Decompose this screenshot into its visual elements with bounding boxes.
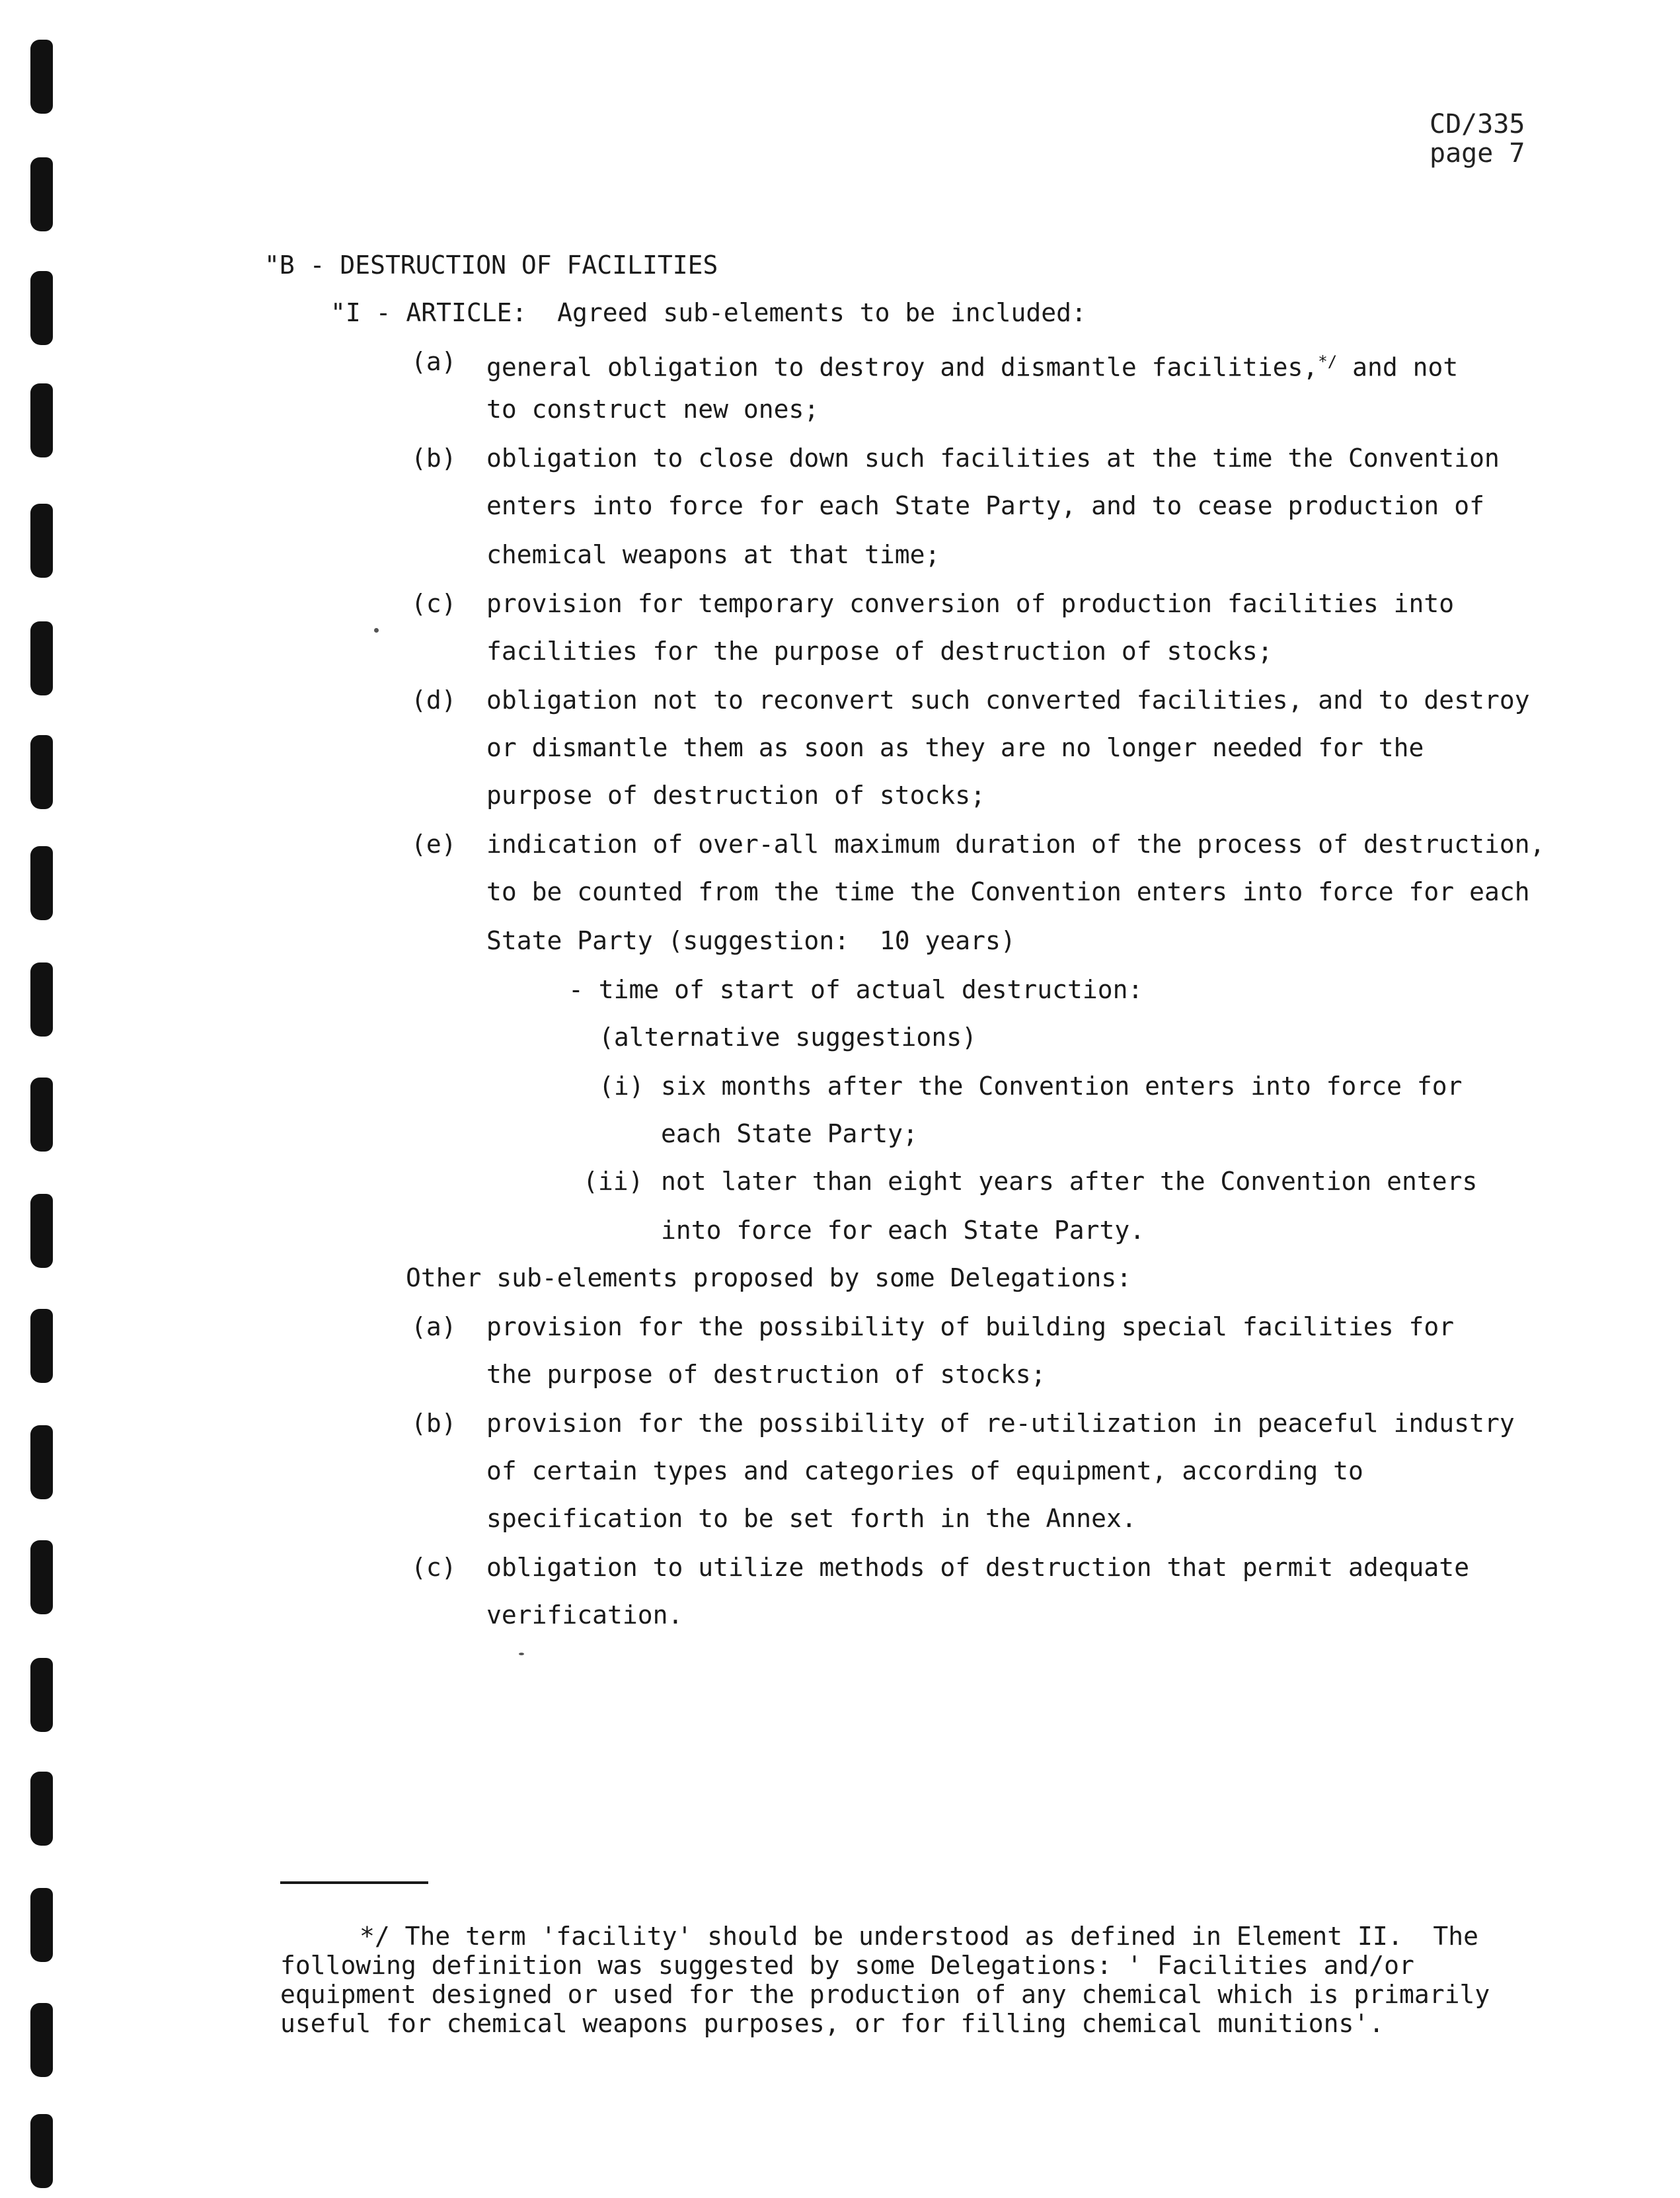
item-text: purpose of destruction of stocks; <box>486 781 985 810</box>
other-heading: Other sub-elements proposed by some Delegations: <box>406 1263 1132 1292</box>
binder-hole <box>30 40 53 114</box>
binder-hole <box>30 1425 53 1499</box>
item-text: to construct new ones; <box>486 395 820 424</box>
item-text: the purpose of destruction of stocks; <box>486 1360 1046 1389</box>
item-label: (b) <box>411 1409 457 1438</box>
item-label: (b) <box>411 444 457 473</box>
item-text: obligation to close down such facilities at the time the Convention <box>486 444 1500 473</box>
footnote-line: following definition was suggested by some Delegations: ' Facilities and/or <box>280 1951 1414 1980</box>
binder-hole <box>30 846 53 920</box>
item-text: facilities for the purpose of destruction of stocks; <box>486 637 1273 666</box>
alternative-text: six months after the Convention enters into force for <box>661 1072 1463 1101</box>
item-label: (a) <box>411 347 457 376</box>
binder-hole <box>30 735 53 809</box>
binder-hole <box>30 271 53 345</box>
item-text: State Party (suggestion: 10 years) <box>486 926 1016 955</box>
item-text: or dismantle them as soon as they are no longer needed for the <box>486 733 1424 762</box>
alternative-text: into force for each State Party. <box>661 1216 1145 1245</box>
item-label: (e) <box>411 830 457 859</box>
binder-hole <box>30 1658 53 1732</box>
item-text: obligation to utilize methods of destruction that permit adequate <box>486 1553 1470 1582</box>
item-label: (a) <box>411 1312 457 1341</box>
footnote-line: equipment designed or used for the production of any chemical which is primarily <box>280 1980 1490 2009</box>
footnote-reference: */ <box>1318 352 1338 371</box>
item-text-part: general obligation to destroy and dismantle facilities, <box>486 352 1318 382</box>
subheading: - time of start of actual destruction: <box>568 975 1143 1004</box>
item-label: (d) <box>411 686 457 715</box>
footnote-text: The term 'facility' should be understood as defined in Element II. The <box>389 1922 1478 1951</box>
binder-hole <box>30 1772 53 1846</box>
item-label: (c) <box>411 1553 457 1582</box>
document-reference: CD/335 <box>1430 109 1525 139</box>
item-text <box>486 346 1458 383</box>
item-text: provision for the possibility of re-utilization in peaceful industry <box>486 1409 1515 1438</box>
binder-hole <box>30 1078 53 1152</box>
item-text: provision for the possibility of building special facilities for <box>486 1312 1455 1341</box>
scan-speck <box>519 1653 524 1655</box>
binder-hole <box>30 2003 53 2077</box>
alternative-label: (ii) <box>583 1167 644 1196</box>
item-text: verification. <box>486 1600 683 1629</box>
item-text: obligation not to reconvert such converted facilities, and to destroy <box>486 686 1530 715</box>
alternative-text: each State Party; <box>661 1119 918 1148</box>
binder-hole <box>30 962 53 1037</box>
binder-hole <box>30 504 53 578</box>
item-text: specification to be set forth in the Annex. <box>486 1504 1137 1533</box>
item-text-part <box>1337 353 1352 382</box>
item-text: of certain types and categories of equipment, according to <box>486 1456 1363 1485</box>
binder-hole <box>30 1888 53 1962</box>
section-title: "B - DESTRUCTION OF FACILITIES <box>264 251 718 280</box>
subheading-note: (alternative suggestions) <box>599 1023 977 1052</box>
binder-hole <box>30 1194 53 1268</box>
item-label: (c) <box>411 589 457 618</box>
footnote-line <box>280 1922 1576 1950</box>
alternative-text: not later than eight years after the Convention enters <box>661 1167 1478 1196</box>
binder-hole <box>30 157 53 231</box>
binder-hole <box>30 1309 53 1383</box>
binder-hole <box>30 383 53 457</box>
item-text: to be counted from the time the Convention enters into force for each <box>486 877 1530 906</box>
article-heading: "I - ARTICLE: Agreed sub-elements to be included: <box>330 298 1087 327</box>
item-text: provision for temporary conversion of production facilities into <box>486 589 1455 618</box>
page-reference: page 7 <box>1430 138 1525 169</box>
binder-hole <box>30 2114 53 2188</box>
item-text: chemical weapons at that time; <box>486 540 940 569</box>
item-text-part: and not <box>1352 352 1459 382</box>
item-text: indication of over-all maximum duration of the process of destruction, <box>486 830 1545 859</box>
binder-hole <box>30 621 53 695</box>
footnote-marker: */ <box>360 1922 390 1951</box>
binder-hole <box>30 1540 53 1614</box>
scan-speck <box>374 628 379 633</box>
alternative-label: (i) <box>599 1072 644 1101</box>
footnote-rule <box>280 1881 428 1884</box>
footnote-line: useful for chemical weapons purposes, or for filling chemical munitions'. <box>280 2009 1385 2038</box>
item-text: enters into force for each State Party, and to cease production of <box>486 491 1484 520</box>
